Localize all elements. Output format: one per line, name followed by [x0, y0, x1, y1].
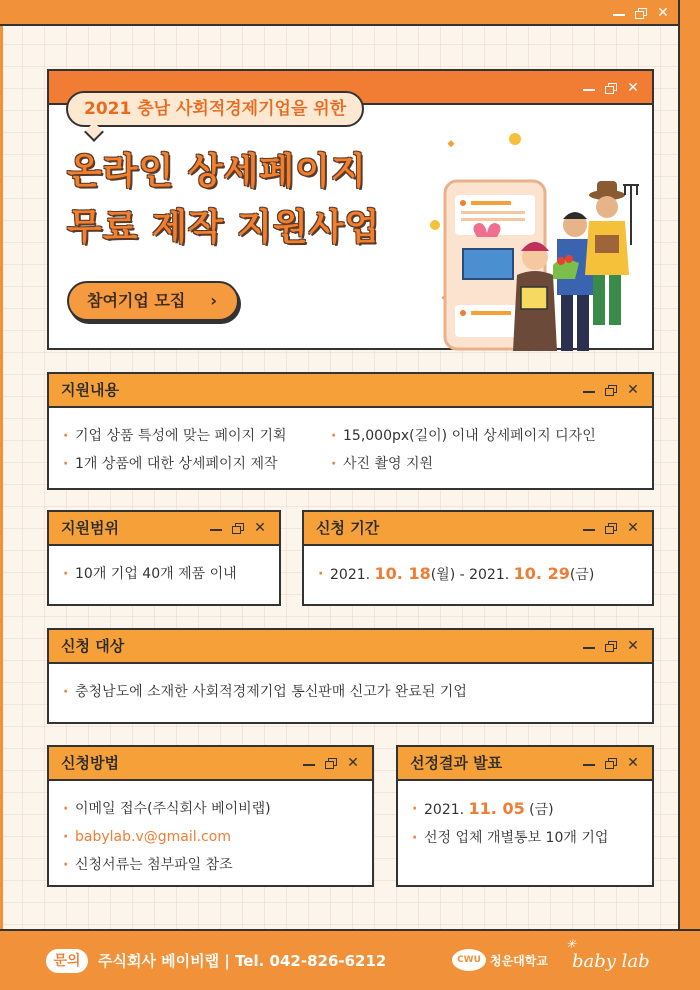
support-scope-window [47, 510, 281, 606]
apply-method-body [49, 781, 372, 879]
close-icon[interactable]: ✕ [627, 755, 639, 771]
apply-target-title-bar [49, 630, 652, 664]
babylab-logo [566, 937, 650, 972]
frame-left-border [0, 0, 3, 990]
restore-icon[interactable] [605, 523, 616, 533]
hero-title-line1: 온라인 상세페이지 [67, 151, 367, 192]
window-controls [583, 383, 640, 397]
minimize-icon[interactable] [303, 764, 315, 766]
contact-badge: 문의 [46, 949, 88, 973]
footer-bar [0, 929, 700, 990]
apply-period-title-bar [304, 512, 652, 546]
list-item: · 신청서류는 첨부파일 참조 [63, 851, 358, 879]
contact-info: 주식회사 베이비랩 | Tel. 042-826-6212 [98, 952, 387, 970]
apply-target-window [47, 628, 654, 724]
window-controls [583, 521, 640, 535]
minimize-icon[interactable] [583, 529, 595, 531]
babylab-logo-text: baby lab [572, 951, 650, 972]
year-prefix: 2021. [330, 567, 375, 583]
support-content-right-list [331, 422, 596, 478]
chevron-right-icon: › [210, 291, 217, 310]
hero-window-controls [583, 81, 640, 95]
outer-window-controls [613, 6, 670, 20]
restore-icon[interactable] [232, 523, 243, 533]
hero-illustration [417, 115, 653, 351]
start-date: 10. 18 [374, 564, 431, 583]
minimize-icon[interactable] [613, 14, 625, 16]
minimize-icon[interactable] [583, 764, 595, 766]
apply-period-title: 신청 기간 [316, 519, 380, 537]
close-icon[interactable]: ✕ [254, 520, 266, 536]
result-announce-title-bar [398, 747, 652, 781]
result-announce-title: 선정결과 발표 [410, 754, 503, 772]
announce-date [412, 795, 638, 824]
apply-method-window [47, 745, 374, 887]
cwu-logo [452, 949, 548, 971]
farmer-figure [585, 181, 639, 325]
start-day: (월) - 2021. [430, 567, 514, 583]
window-controls [303, 756, 360, 770]
close-icon[interactable]: ✕ [347, 755, 359, 771]
apply-target-title: 신청 대상 [61, 637, 125, 655]
minimize-icon[interactable] [583, 391, 595, 393]
outer-title-bar [0, 0, 700, 26]
hero-badge: 2021 충남 사회적경제기업을 위한 [66, 91, 364, 127]
email-link[interactable]: · babylab.v@gmail.com [63, 823, 358, 851]
close-icon[interactable]: ✕ [627, 520, 639, 536]
list-item: · 선정 업체 개별통보 10개 기업 [412, 824, 638, 852]
list-item: · 기업 상품 특성에 맞는 페이지 기획 [63, 422, 331, 450]
result-announce-body [398, 781, 652, 852]
list-item: · 충청남도에 소재한 사회적경제기업 통신판매 신고가 완료된 기업 [63, 678, 638, 706]
support-scope-body [49, 546, 279, 588]
support-content-window [47, 372, 654, 490]
result-announce-window [396, 745, 654, 887]
list-item: · 1개 상품에 대한 상세페이지 제작 [63, 450, 331, 478]
cwu-logo-mark: CWU [452, 949, 486, 971]
announce-day: (금) [524, 802, 554, 818]
announce-date-value: 11. 05 [468, 799, 525, 818]
apply-target-body [49, 664, 652, 706]
apply-period-dates [318, 560, 638, 589]
list-item: · 사진 촬영 지원 [331, 450, 596, 478]
apply-period-body [304, 546, 652, 589]
window-controls [583, 756, 640, 770]
minimize-icon[interactable] [583, 89, 595, 91]
hero-title-line2: 무료 제작 지원사업 [67, 207, 381, 248]
restore-icon[interactable] [605, 83, 616, 93]
window-controls [210, 521, 267, 535]
restore-icon[interactable] [605, 758, 616, 768]
close-icon[interactable]: ✕ [657, 5, 669, 21]
end-day: (금) [569, 567, 595, 583]
close-icon[interactable]: ✕ [627, 382, 639, 398]
end-date: 10. 29 [513, 564, 570, 583]
list-item: · 10개 기업 40개 제품 이내 [63, 560, 265, 588]
man-figure [553, 212, 593, 351]
cwu-logo-text: 청운대학교 [490, 953, 548, 968]
hero-window [47, 69, 654, 350]
restore-icon[interactable] [605, 385, 616, 395]
list-item: · 15,000px(길이) 이내 상세페이지 디자인 [331, 422, 596, 450]
close-icon[interactable]: ✕ [627, 80, 639, 96]
support-content-body [49, 408, 652, 478]
apply-period-window [302, 510, 654, 606]
window-controls [583, 639, 640, 653]
restore-icon[interactable] [605, 641, 616, 651]
sparkle-icon: ✳ [566, 937, 577, 951]
restore-icon[interactable] [325, 758, 336, 768]
minimize-icon[interactable] [583, 647, 595, 649]
apply-method-title: 신청방법 [61, 754, 119, 772]
outer-right-border [678, 0, 700, 990]
restore-icon[interactable] [635, 8, 646, 18]
support-content-title: 지원내용 [61, 381, 119, 399]
recruit-button-label: 참여기업 모집 [87, 291, 186, 310]
hero-title-bar [49, 71, 652, 119]
recruit-button[interactable] [67, 281, 239, 321]
apply-method-title-bar [49, 747, 372, 781]
support-scope-title: 지원범위 [61, 519, 119, 537]
support-content-title-bar [49, 374, 652, 408]
minimize-icon[interactable] [210, 529, 222, 531]
close-icon[interactable]: ✕ [627, 638, 639, 654]
support-content-left-list [63, 422, 331, 478]
list-item: · 이메일 접수(주식회사 베이비랩) [63, 795, 358, 823]
support-scope-title-bar [49, 512, 279, 546]
year-prefix: 2021. [424, 802, 469, 818]
